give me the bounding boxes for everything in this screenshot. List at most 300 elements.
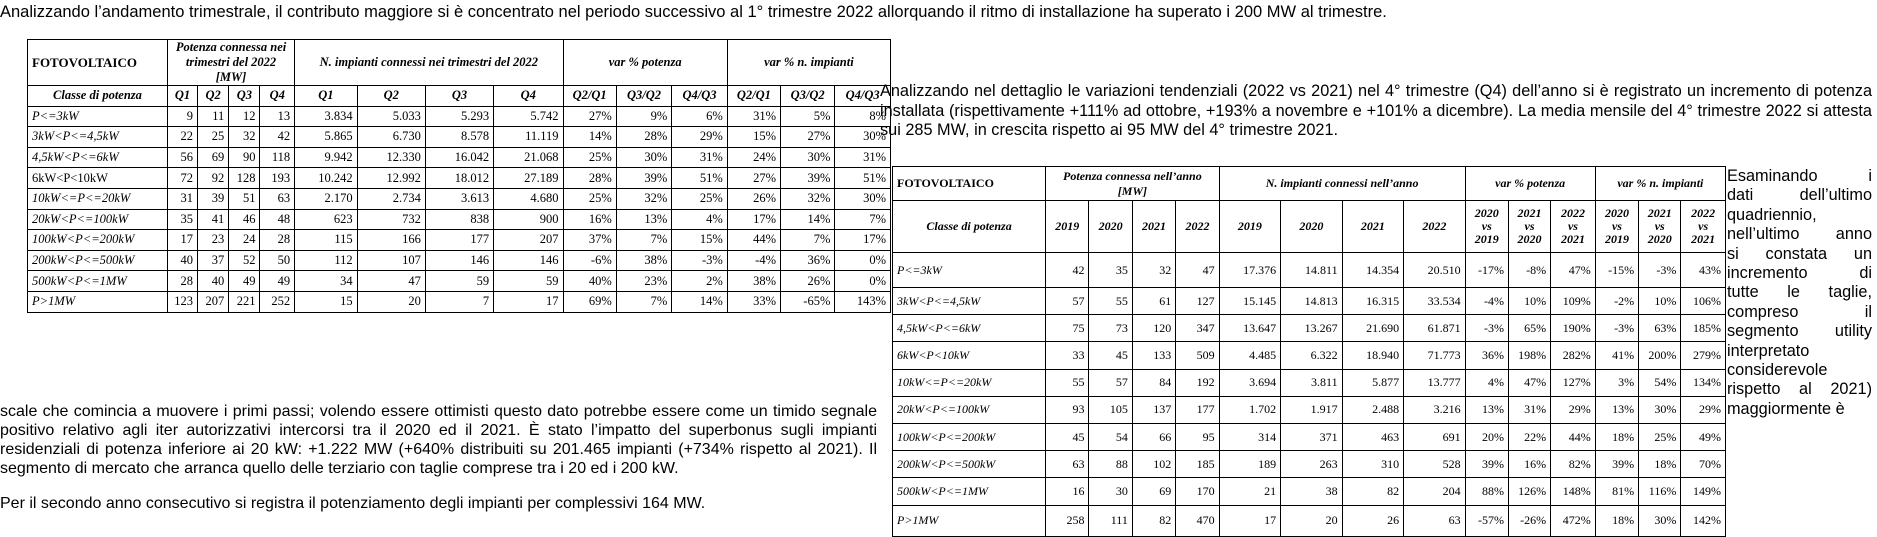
table-cell: 12.330 xyxy=(357,147,425,168)
class-label: P>1MW xyxy=(28,291,168,312)
side-line: quadriennio, xyxy=(1727,205,1817,224)
table-cell: 93 xyxy=(1046,396,1089,423)
comparison-header-part: vs xyxy=(1698,219,1709,233)
table-cell: 189 xyxy=(1219,451,1280,478)
table-cell: 59 xyxy=(494,271,563,292)
table-row xyxy=(893,451,1726,478)
table-cell: 0% xyxy=(835,250,891,271)
table-brand: FOTOVOLTAICO xyxy=(893,167,1046,201)
group-header: Potenza connessa nei trimestri del 2022 [MW] xyxy=(167,40,294,86)
class-label: 4,5kW<P<=6kW xyxy=(893,315,1046,342)
table-cell: 46 xyxy=(229,209,260,230)
table-cell: 69 xyxy=(1132,478,1175,505)
table-cell: 14% xyxy=(563,127,616,148)
table-cell: 82 xyxy=(1342,478,1403,505)
table-cell: 25% xyxy=(563,188,616,209)
table-cell: 15% xyxy=(672,230,728,251)
table-cell: 314 xyxy=(1219,423,1280,450)
table-cell: 17 xyxy=(494,291,563,312)
table-cell: 9% xyxy=(616,106,672,127)
table-cell: 142% xyxy=(1681,505,1726,536)
table-cell: 13 xyxy=(260,106,295,127)
table-cell: 112 xyxy=(295,250,357,271)
comparison-header-part: 2020 xyxy=(1474,206,1499,220)
table-cell: 9.942 xyxy=(295,147,357,168)
table-cell: 11 xyxy=(198,106,229,127)
table-cell: 14% xyxy=(781,209,835,230)
column-header: Q4 xyxy=(260,86,295,107)
table-cell: 17% xyxy=(835,230,891,251)
table-cell: 190% xyxy=(1551,315,1596,342)
table-cell: 71.773 xyxy=(1404,342,1465,369)
table-cell: -4% xyxy=(727,250,780,271)
comparison-header-part: vs xyxy=(1611,219,1622,233)
class-label: 10kW<=P<=20kW xyxy=(893,369,1046,396)
table-cell: 2% xyxy=(672,271,728,292)
year-header: 2019 xyxy=(1046,201,1089,253)
table-row xyxy=(893,315,1726,342)
table-cell: 10.242 xyxy=(295,168,357,189)
comparison-header-part: 2021 xyxy=(1647,206,1672,220)
table-cell: 49 xyxy=(260,271,295,292)
table-cell: 12 xyxy=(229,106,260,127)
table-cell: 47% xyxy=(1551,253,1596,288)
table-cell: 26% xyxy=(781,271,835,292)
table-cell: 17.376 xyxy=(1219,253,1280,288)
side-line: tutte le taglie, xyxy=(1727,283,1872,302)
table-cell: 127 xyxy=(1176,288,1219,315)
table-cell: 13% xyxy=(1465,396,1508,423)
class-label: 6kW<P<10kW xyxy=(893,342,1046,369)
group-header: var % potenza xyxy=(1465,167,1595,201)
table-cell: 4.680 xyxy=(494,188,563,209)
class-label: 20kW<P<=100kW xyxy=(893,396,1046,423)
table-cell: 109% xyxy=(1551,288,1596,315)
table-cell: 20% xyxy=(1465,423,1508,450)
table-cell: 39 xyxy=(198,188,229,209)
table-cell: 30 xyxy=(1089,478,1132,505)
table-cell: 42 xyxy=(260,127,295,148)
class-header: Classe di potenza xyxy=(893,201,1046,253)
table-cell: 1.702 xyxy=(1219,396,1280,423)
table-cell: 49 xyxy=(229,271,260,292)
table-cell: 43% xyxy=(1681,253,1726,288)
table-cell: 47% xyxy=(1508,369,1550,396)
table-cell: 509 xyxy=(1176,342,1219,369)
table-cell: 81% xyxy=(1595,478,1638,505)
table-cell: 102 xyxy=(1132,451,1175,478)
table-cell: 82% xyxy=(1551,451,1596,478)
comparison-header-part: 2022 xyxy=(1691,206,1716,220)
table-cell: 8% xyxy=(835,106,891,127)
table-cell: 120 xyxy=(1132,315,1175,342)
table-cell: 16.042 xyxy=(425,147,493,168)
table-cell: 126% xyxy=(1508,478,1550,505)
table-cell: 69% xyxy=(563,291,616,312)
year-header: 2021 xyxy=(1342,201,1403,253)
intro-paragraph: Analizzando l’andamento trimestrale, il contributo maggiore si è concentrato nel periodo successivo al 1° trimestre 2022 allorquando il ritmo di installazione ha superato i 200 MW al trimestre. xyxy=(0,3,1387,21)
sub-header-row xyxy=(28,86,891,107)
table-cell: 39% xyxy=(1595,451,1638,478)
column-header: Q3/Q2 xyxy=(616,86,672,107)
table-cell: 31% xyxy=(1508,396,1550,423)
side-line: nell’ultimo anno xyxy=(1727,225,1872,244)
table-cell: 193 xyxy=(260,168,295,189)
table-cell: 177 xyxy=(425,230,493,251)
table-cell: 88% xyxy=(1465,478,1508,505)
column-header: Q2 xyxy=(198,86,229,107)
table-cell: 54 xyxy=(1089,423,1132,450)
class-label: 100kW<P<=200kW xyxy=(893,423,1046,450)
table-cell: 258 xyxy=(1046,505,1089,536)
side-line: interpretato xyxy=(1727,341,1810,360)
table-cell: 5.877 xyxy=(1342,369,1403,396)
comparison-header-part: vs xyxy=(1481,219,1492,233)
class-label: 4,5kW<P<=6kW xyxy=(28,147,168,168)
table-cell: 15.145 xyxy=(1219,288,1280,315)
table-cell: 24% xyxy=(727,147,780,168)
group-header: N. impianti connessi nei trimestri del 2022 xyxy=(295,40,563,86)
table-cell: 1.917 xyxy=(1281,396,1342,423)
table-cell: 31 xyxy=(167,188,197,209)
year-header: 2020 xyxy=(1281,201,1342,253)
table-cell: 148% xyxy=(1551,478,1596,505)
table-cell: 50 xyxy=(260,250,295,271)
table-cell: 36% xyxy=(781,250,835,271)
table-row xyxy=(893,369,1726,396)
table-cell: 32% xyxy=(616,188,672,209)
year-header: 2019 xyxy=(1219,201,1280,253)
class-label: 200kW<P<=500kW xyxy=(893,451,1046,478)
table-cell: 28% xyxy=(616,127,672,148)
table-cell: 7% xyxy=(616,230,672,251)
table-cell: 14.813 xyxy=(1281,288,1342,315)
column-header: Q3 xyxy=(229,86,260,107)
table-cell: 16.315 xyxy=(1342,288,1403,315)
group-header: N. impianti connessi nell’anno xyxy=(1219,167,1465,201)
table-row xyxy=(893,253,1726,288)
table-cell: 28 xyxy=(167,271,197,292)
table-cell: 33.534 xyxy=(1404,288,1465,315)
table-cell: 21 xyxy=(1219,478,1280,505)
table-cell: 207 xyxy=(494,230,563,251)
table-cell: 6% xyxy=(672,106,728,127)
class-label: 500kW<P<=1MW xyxy=(28,271,168,292)
year-header: 2022 xyxy=(1176,201,1219,253)
table-cell: 127% xyxy=(1551,369,1596,396)
table-cell: 5.033 xyxy=(357,106,425,127)
table-cell: 32 xyxy=(229,127,260,148)
table-cell: 33% xyxy=(727,291,780,312)
table-cell: 15 xyxy=(295,291,357,312)
table-cell: 13.777 xyxy=(1404,369,1465,396)
table-cell: 13.267 xyxy=(1281,315,1342,342)
table-cell: 9 xyxy=(167,106,197,127)
comparison-header-part: 2022 xyxy=(1560,206,1585,220)
table-cell: 40 xyxy=(167,250,197,271)
sub-header-row xyxy=(893,201,1726,253)
table-cell: 3.811 xyxy=(1281,369,1342,396)
table-cell: 5.865 xyxy=(295,127,357,148)
table-cell: -3% xyxy=(672,250,728,271)
table-cell: 56 xyxy=(167,147,197,168)
table-cell: 146 xyxy=(494,250,563,271)
table-cell: 95 xyxy=(1176,423,1219,450)
table-cell: 51% xyxy=(835,168,891,189)
column-header: Q4/Q3 xyxy=(835,86,891,107)
table-cell: 57 xyxy=(1046,288,1089,315)
table-cell: 21.068 xyxy=(494,147,563,168)
table-cell: 27% xyxy=(727,168,780,189)
table-cell: 20.510 xyxy=(1404,253,1465,288)
table-cell: 92 xyxy=(198,168,229,189)
table-cell: 20 xyxy=(1281,505,1342,536)
table-cell: 149% xyxy=(1681,478,1726,505)
annual-table xyxy=(892,166,1726,537)
table-cell: 25 xyxy=(198,127,229,148)
table-cell: 2.170 xyxy=(295,188,357,209)
table-row xyxy=(893,478,1726,505)
table-cell: 128 xyxy=(229,168,260,189)
table-cell: 118 xyxy=(260,147,295,168)
table-cell: 13% xyxy=(1595,396,1638,423)
comparison-header xyxy=(1551,201,1596,253)
table-row xyxy=(893,396,1726,423)
table-cell: 61.871 xyxy=(1404,315,1465,342)
table-cell: -57% xyxy=(1465,505,1508,536)
table-cell: 185% xyxy=(1681,315,1726,342)
table-cell: 16% xyxy=(563,209,616,230)
table-cell: 27.189 xyxy=(494,168,563,189)
table-row xyxy=(28,127,891,148)
quarterly-table xyxy=(27,39,891,313)
table-cell: -3% xyxy=(1465,315,1508,342)
table-cell: 47 xyxy=(357,271,425,292)
table-cell: 192 xyxy=(1176,369,1219,396)
table-cell: 28% xyxy=(563,168,616,189)
comparison-header xyxy=(1465,201,1508,253)
table-cell: 23% xyxy=(616,271,672,292)
comparison-header-part: 2020 xyxy=(1604,206,1629,220)
table-cell: 26% xyxy=(727,188,780,209)
table-cell: 25% xyxy=(1639,423,1681,450)
table-cell: 36% xyxy=(1465,342,1508,369)
group-header: var % n. impianti xyxy=(727,40,890,86)
table-row xyxy=(28,230,891,251)
class-label: 6kW<P<10kW xyxy=(28,168,168,189)
table-row xyxy=(28,209,891,230)
comparison-header-part: vs xyxy=(1654,219,1665,233)
table-cell: 34 xyxy=(295,271,357,292)
table-cell: 207 xyxy=(198,291,229,312)
table-row xyxy=(28,168,891,189)
table-cell: 63 xyxy=(1404,505,1465,536)
table-cell: 25% xyxy=(672,188,728,209)
table-cell: 170 xyxy=(1176,478,1219,505)
table-cell: 31% xyxy=(835,147,891,168)
side-line: maggiormente è xyxy=(1727,399,1845,418)
table-cell: 13.647 xyxy=(1219,315,1280,342)
table-cell: 106% xyxy=(1681,288,1726,315)
table-cell: 22% xyxy=(1508,423,1550,450)
table-cell: 32% xyxy=(781,188,835,209)
table-cell: 463 xyxy=(1342,423,1403,450)
table-cell: 18.940 xyxy=(1342,342,1403,369)
table-cell: 63 xyxy=(260,188,295,209)
table-cell: 279% xyxy=(1681,342,1726,369)
table-cell: -8% xyxy=(1508,253,1550,288)
table-cell: 371 xyxy=(1281,423,1342,450)
table-cell: 310 xyxy=(1342,451,1403,478)
table-cell: 900 xyxy=(494,209,563,230)
body-paragraph: scale che comincia a muovere i primi passi; volendo essere ottimisti questo dato potrebbe essere come un timido segnale positivo relativo agli iter autorizzativi intercorsi tra il 2020 ed il 2021. È stato l’impatto del superbonus sugli impianti residenziali di potenza inferiore ai 20 kW: +1.222 MW (+640% distribuiti su 201.465 impianti (+734% rispetto al 2021). Il segmento di mercato che arranca quello delle terziario con taglie comprese tra i 20 ed i 200 kW. xyxy=(0,403,877,477)
side-line: compreso il xyxy=(1727,302,1872,321)
table-row xyxy=(893,505,1726,536)
table-cell: 84 xyxy=(1132,369,1175,396)
table-cell: 111 xyxy=(1089,505,1132,536)
table-cell: 5% xyxy=(781,106,835,127)
comparison-header-part: 2021 xyxy=(1517,206,1542,220)
table-cell: -65% xyxy=(781,291,835,312)
table-cell: 26 xyxy=(1342,505,1403,536)
column-header: Q3 xyxy=(425,86,493,107)
table-cell: 123 xyxy=(167,291,197,312)
table-cell: 115 xyxy=(295,230,357,251)
table-cell: 33 xyxy=(1046,342,1089,369)
table-cell: 37% xyxy=(563,230,616,251)
table-cell: 204 xyxy=(1404,478,1465,505)
table-cell: 88 xyxy=(1089,451,1132,478)
table-cell: 31% xyxy=(727,106,780,127)
table-cell: 63% xyxy=(1639,315,1681,342)
side-line: Esaminando i xyxy=(1727,167,1872,185)
year-header: 2020 xyxy=(1089,201,1132,253)
table-cell: 146 xyxy=(425,250,493,271)
table-cell: 69 xyxy=(198,147,229,168)
table-cell: 54% xyxy=(1639,369,1681,396)
side-line: si constata un xyxy=(1727,244,1872,263)
class-label: 10kW<=P<=20kW xyxy=(28,188,168,209)
table-cell: 17 xyxy=(1219,505,1280,536)
comparison-header-part: 2019 xyxy=(1474,232,1499,246)
table-cell: 11.119 xyxy=(494,127,563,148)
table-cell: -3% xyxy=(1595,315,1638,342)
table-cell: 51% xyxy=(672,168,728,189)
table-cell: 263 xyxy=(1281,451,1342,478)
class-header: Classe di potenza xyxy=(28,86,168,107)
table-cell: 29% xyxy=(1551,396,1596,423)
table-cell: 252 xyxy=(260,291,295,312)
table-row xyxy=(893,342,1726,369)
table-cell: 55 xyxy=(1046,369,1089,396)
table-cell: 24 xyxy=(229,230,260,251)
table-cell: 14% xyxy=(672,291,728,312)
table-cell: 12.992 xyxy=(357,168,425,189)
table-cell: 59 xyxy=(425,271,493,292)
table-cell: 48 xyxy=(260,209,295,230)
table-cell: 32 xyxy=(1132,253,1175,288)
comparison-header xyxy=(1508,201,1550,253)
table-cell: 4% xyxy=(1465,369,1508,396)
table-row xyxy=(28,106,891,127)
table-cell: 29% xyxy=(1681,396,1726,423)
table-cell: 105 xyxy=(1089,396,1132,423)
table-cell: 29% xyxy=(672,127,728,148)
class-label: 200kW<P<=500kW xyxy=(28,250,168,271)
table-cell: 63 xyxy=(1046,451,1089,478)
table-cell: 14.354 xyxy=(1342,253,1403,288)
table-cell: 2.734 xyxy=(357,188,425,209)
table-cell: 18% xyxy=(1595,423,1638,450)
comparison-header-part: 2019 xyxy=(1604,232,1629,246)
table-cell: 177 xyxy=(1176,396,1219,423)
table-cell: 65% xyxy=(1508,315,1550,342)
table-cell: 38 xyxy=(1281,478,1342,505)
table-cell: 5.293 xyxy=(425,106,493,127)
table-cell: 23 xyxy=(198,230,229,251)
table-brand: FOTOVOLTAICO xyxy=(28,40,168,86)
table-cell: 30% xyxy=(616,147,672,168)
table-cell: 44% xyxy=(1551,423,1596,450)
table-cell: 4.485 xyxy=(1219,342,1280,369)
table-cell: 15% xyxy=(727,127,780,148)
table-cell: 0% xyxy=(835,271,891,292)
table-row xyxy=(28,291,891,312)
comparison-header xyxy=(1595,201,1638,253)
table-row xyxy=(893,288,1726,315)
table-cell: 6.730 xyxy=(357,127,425,148)
table-row xyxy=(893,423,1726,450)
table-cell: 18.012 xyxy=(425,168,493,189)
table-cell: 7% xyxy=(781,230,835,251)
table-cell: 90 xyxy=(229,147,260,168)
table-cell: 45 xyxy=(1089,342,1132,369)
table-row xyxy=(28,147,891,168)
table-cell: 82 xyxy=(1132,505,1175,536)
table-cell: 282% xyxy=(1551,342,1596,369)
class-label: P<=3kW xyxy=(28,106,168,127)
comparison-header-part: 2021 xyxy=(1691,232,1716,246)
table-cell: 133 xyxy=(1132,342,1175,369)
table-cell: 3.216 xyxy=(1404,396,1465,423)
table-cell: 18% xyxy=(1639,451,1681,478)
table-cell: 39% xyxy=(1465,451,1508,478)
table-cell: 200% xyxy=(1639,342,1681,369)
table-cell: 75 xyxy=(1046,315,1089,342)
table-cell: 35 xyxy=(1089,253,1132,288)
table-cell: 3.834 xyxy=(295,106,357,127)
table-cell: 41 xyxy=(198,209,229,230)
table-cell: 25% xyxy=(563,147,616,168)
table-cell: 221 xyxy=(229,291,260,312)
table-cell: 40% xyxy=(563,271,616,292)
table-cell: 39% xyxy=(616,168,672,189)
table-cell: -17% xyxy=(1465,253,1508,288)
table-cell: 18% xyxy=(1595,505,1638,536)
table-cell: 472% xyxy=(1551,505,1596,536)
table-cell: 3.613 xyxy=(425,188,493,209)
column-header: Q2 xyxy=(357,86,425,107)
table-row xyxy=(28,271,891,292)
table-cell: 137 xyxy=(1132,396,1175,423)
table-cell: -4% xyxy=(1465,288,1508,315)
column-header: Q1 xyxy=(295,86,357,107)
table-cell: 691 xyxy=(1404,423,1465,450)
table-cell: 41% xyxy=(1595,342,1638,369)
table-cell: 27% xyxy=(563,106,616,127)
column-header: Q4/Q3 xyxy=(672,86,728,107)
table-cell: 38% xyxy=(616,250,672,271)
